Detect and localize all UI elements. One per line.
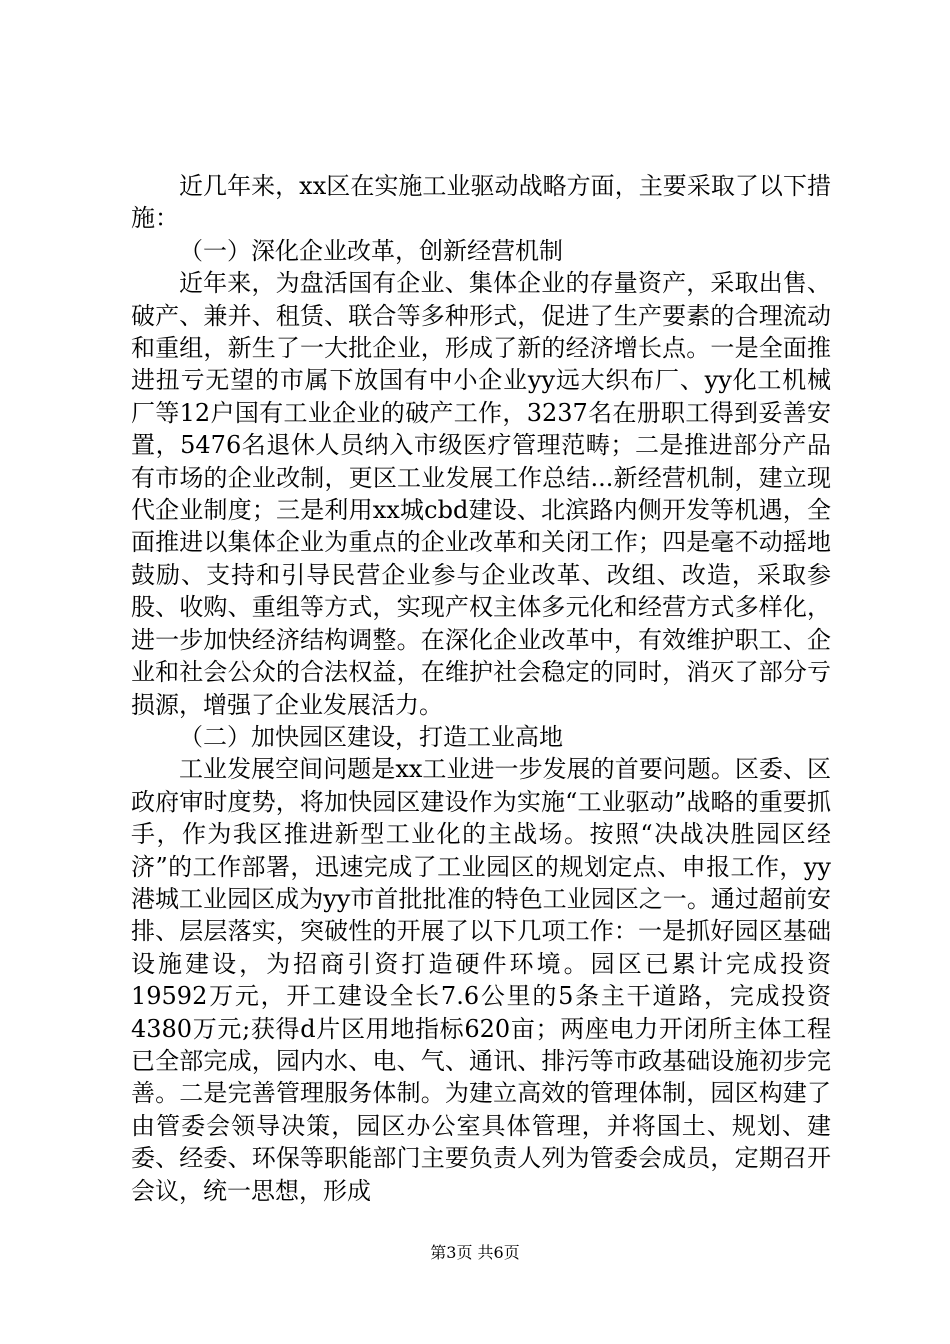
document-body <box>131 170 831 1207</box>
section-heading-1: （一）深化企业改革，创新经营机制 <box>179 236 563 265</box>
body-paragraph-park: 工业发展空间问题是xx工业进一步发展的首要问题。区委、区政府审时度势，将加快园区建设作为实施“工业驱动”战略的重要抓手，作为我区推进新型工业化的主战场。按照“决战决胜园区经济”的工作部署，迅速完成了工业园区的规划定点、申报工作，yy港城工业园区成为yy市首批批准的特色工业园区之一。通过超前安排、层层落实，突破性的开展了以下几项工作：一是抓好园区基础设施建设，为招商引资打造硬件环境。园区已累计完成投资19592万元，开工建设全长7.6公里的5条主干道路，完成投资4380万元;获得d片区用地指标620亩；两座电力开闭所主体工程已全部完成，园内水、电、气、通讯、排污等市政基础设施初步完善。二是完善管理服务体制。为建立高效的管理体制，园区构建了由管委会领导决策，园区办公室具体管理，并将国土、规划、建委、经委、环保等职能部门主要负责人列为管委会成员，定期召开会议，统一思想，形成 <box>131 755 831 1205</box>
page-footer: 第3页 共6页 <box>430 1243 520 1262</box>
body-paragraph-reform: 近年来，为盘活国有企业、集体企业的存量资产，采取出售、破产、兼并、租赁、联合等多种形式，促进了生产要素的合理流动和重组，新生了一大批企业，形成了新的经济增长点。一是全面推进扭亏无望的市属下放国有中小企业yy远大织布厂、yy化工机械厂等12户国有工业企业的破产工作，3237名在册职工得到妥善安置，5476名退休人员纳入市级医疗管理范畴；二是推进部分产品有市场的企业改制，更区工业发展工作总结...新经营机制，建立现代企业制度；三是利用xx城cbd建设、北滨路内侧开发等机遇，全面推进以集体企业为重点的企业改革和关闭工作；四是毫不动摇地鼓励、支持和引导民营企业参与企业改革、改组、改造，采取参股、收购、重组等方式，实现产权主体多元化和经营方式多样化，进一步加快经济结构调整。在深化企业改革中，有效维护职工、企业和社会公众的合法权益，在维护社会稳定的同时，消灭了部分亏损源，增强了企业发展活力。 <box>131 269 831 719</box>
body-paragraph-intro: 近几年来，xx区在实施工业驱动战略方面，主要采取了以下措施： <box>131 172 831 233</box>
section-heading-2: （二）加快园区建设，打造工业高地 <box>179 722 563 751</box>
